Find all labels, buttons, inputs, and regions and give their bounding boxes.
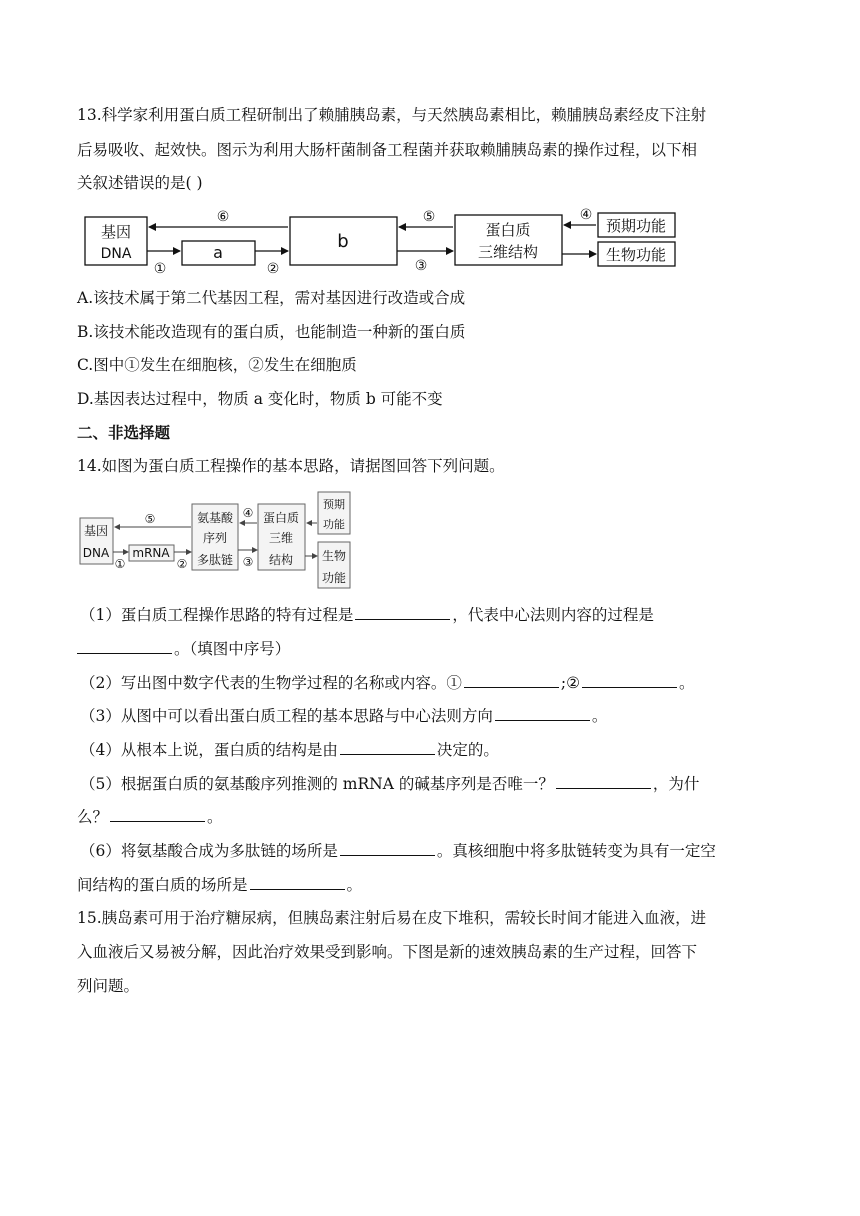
q14-p5-text-c: 么？ [77, 808, 109, 826]
q14-part-2 [80, 673, 695, 693]
q14-aa-label-3: 多肽链 [196, 553, 234, 567]
a-label: a [213, 243, 223, 262]
q14-prot-label-3: 结构 [268, 553, 294, 567]
q14-part-1-line-1 [80, 605, 654, 625]
gene-label: 基因 [100, 223, 132, 241]
dna-label: DNA [100, 246, 132, 262]
q13-text-line-1: 13.科学家利用蛋白质工程研制出了赖脯胰岛素，与天然胰岛素相比，赖脯胰岛素经皮下注射 [77, 106, 707, 124]
q14-p4-text-a: （4）从根本上说，蛋白质的结构是由 [80, 741, 338, 759]
q14-p1-text-c: 。（填图中序号） [174, 640, 291, 658]
q13-text-line-2: 后易吸收、起效快。图示为利用大肠杆菌制备工程菌并获取赖脯胰岛素的操作过程，以下相 [77, 141, 698, 159]
q14-part-6-line-2 [77, 875, 362, 895]
q14-label-5: ⑤ [144, 512, 156, 526]
q14-aa-label-1: 氨基酸 [196, 511, 234, 525]
q14-part-3 [80, 706, 607, 726]
q14-label-2: ② [176, 557, 188, 571]
answer-blank[interactable] [582, 673, 677, 688]
q14-p3-text-a: （3）从图中可以看出蛋白质工程的基本思路与中心法则方向 [80, 707, 493, 725]
protein-label: 蛋白质 [485, 221, 531, 239]
q14-diagram [78, 490, 363, 590]
q14-label-3: ③ [242, 555, 254, 569]
q14-p6-text-b: 。真核细胞中将多肽链转变为具有一定空 [436, 842, 716, 860]
label-4: ④ [579, 207, 593, 223]
answer-blank[interactable] [110, 807, 205, 822]
q14-prot-label-2: 三维 [268, 531, 294, 545]
q14-label-1: ① [114, 557, 126, 571]
label-3: ③ [414, 258, 428, 274]
q15-text-line-1: 15.胰岛素可用于治疗糖尿病，但胰岛素注射后易在皮下堆积，需较长时间才能进入血液，进 [77, 909, 707, 927]
q14-p5-text-a: （5）根据蛋白质的氨基酸序列推测的 mRNA 的碱基序列是否唯一？ [80, 775, 554, 793]
answer-blank[interactable] [495, 706, 590, 721]
q14-exp-label-1: 预期 [323, 498, 345, 511]
q14-part-1-line-2 [77, 639, 290, 659]
q14-p6-text-c: 间结构的蛋白质的场所是 [77, 876, 248, 894]
structure-label: 三维结构 [477, 243, 539, 261]
q14-p1-text-b: ，代表中心法则内容的过程是 [452, 606, 654, 624]
expected-function-label: 预期功能 [605, 217, 667, 235]
q14-bio-label-2: 功能 [321, 571, 347, 585]
answer-blank[interactable] [77, 639, 172, 654]
q14-mrna-label: mRNA [132, 546, 170, 560]
q15-text-line-3: 列问题。 [77, 977, 140, 995]
b-label: b [337, 231, 349, 252]
q14-p6-text-d: 。 [346, 876, 363, 894]
answer-blank[interactable] [556, 774, 651, 789]
q14-part-4 [80, 740, 499, 760]
q14-prot-label-1: 蛋白质 [262, 511, 300, 525]
label-5: ⑤ [422, 209, 436, 225]
answer-blank[interactable] [250, 875, 345, 890]
answer-blank[interactable] [340, 740, 435, 755]
q13-option-d: D.基因表达过程中，物质 a 变化时，物质 b 可能不变 [77, 390, 443, 408]
q15-text-line-2: 入血液后又易被分解，因此治疗效果受到影响。下图是新的速效胰岛素的生产过程，回答下 [77, 943, 698, 961]
answer-blank[interactable] [355, 605, 450, 620]
q14-label-4: ④ [242, 506, 254, 520]
q14-p6-text-a: （6）将氨基酸合成为多肽链的场所是 [80, 842, 338, 860]
q14-p4-text-b: 决定的。 [436, 741, 499, 759]
q14-bio-label-1: 生物 [321, 549, 347, 563]
q14-part-6-line-1 [80, 841, 716, 861]
q14-p2-text-a: （2）写出图中数字代表的生物学过程的名称或内容。① [80, 674, 462, 692]
q13-option-a: A.该技术属于第二代基因工程，需对基因进行改造或合成 [77, 289, 466, 307]
q13-diagram [80, 205, 680, 277]
label-2: ② [266, 261, 280, 277]
q14-aa-label-2: 序列 [202, 531, 228, 545]
section-heading: 二、非选择题 [77, 423, 171, 442]
q14-intro: 14.如图为蛋白质工程操作的基本思路，请据图回答下列问题。 [77, 457, 505, 475]
answer-blank[interactable] [464, 673, 559, 688]
q14-p5-text-d: 。 [207, 808, 223, 826]
q14-p5-text-b: ，为什 [652, 775, 700, 793]
q14-p1-text-a: （1）蛋白质工程操作思路的特有过程是 [80, 606, 354, 624]
q13-text-line-3: 关叙述错误的是( ) [77, 174, 203, 192]
bio-function-label: 生物功能 [605, 246, 667, 264]
q14-gene-label: 基因 [83, 524, 109, 538]
q14-dna-label: DNA [82, 546, 110, 560]
q13-option-c: C.图中①发生在细胞核，②发生在细胞质 [77, 356, 357, 374]
q14-exp-label-2: 功能 [323, 518, 345, 531]
label-6: ⑥ [216, 209, 230, 225]
q14-p2-text-c: 。 [679, 674, 695, 692]
q14-part-5-line-2 [77, 807, 223, 827]
q13-option-b: B.该技术能改造现有的蛋白质，也能制造一种新的蛋白质 [77, 323, 466, 341]
q14-p2-text-b: ;② [560, 674, 580, 692]
answer-blank[interactable] [340, 841, 435, 856]
label-1: ① [153, 261, 167, 277]
q14-p3-text-b: 。 [591, 707, 608, 725]
q14-part-5-line-1 [80, 774, 699, 794]
